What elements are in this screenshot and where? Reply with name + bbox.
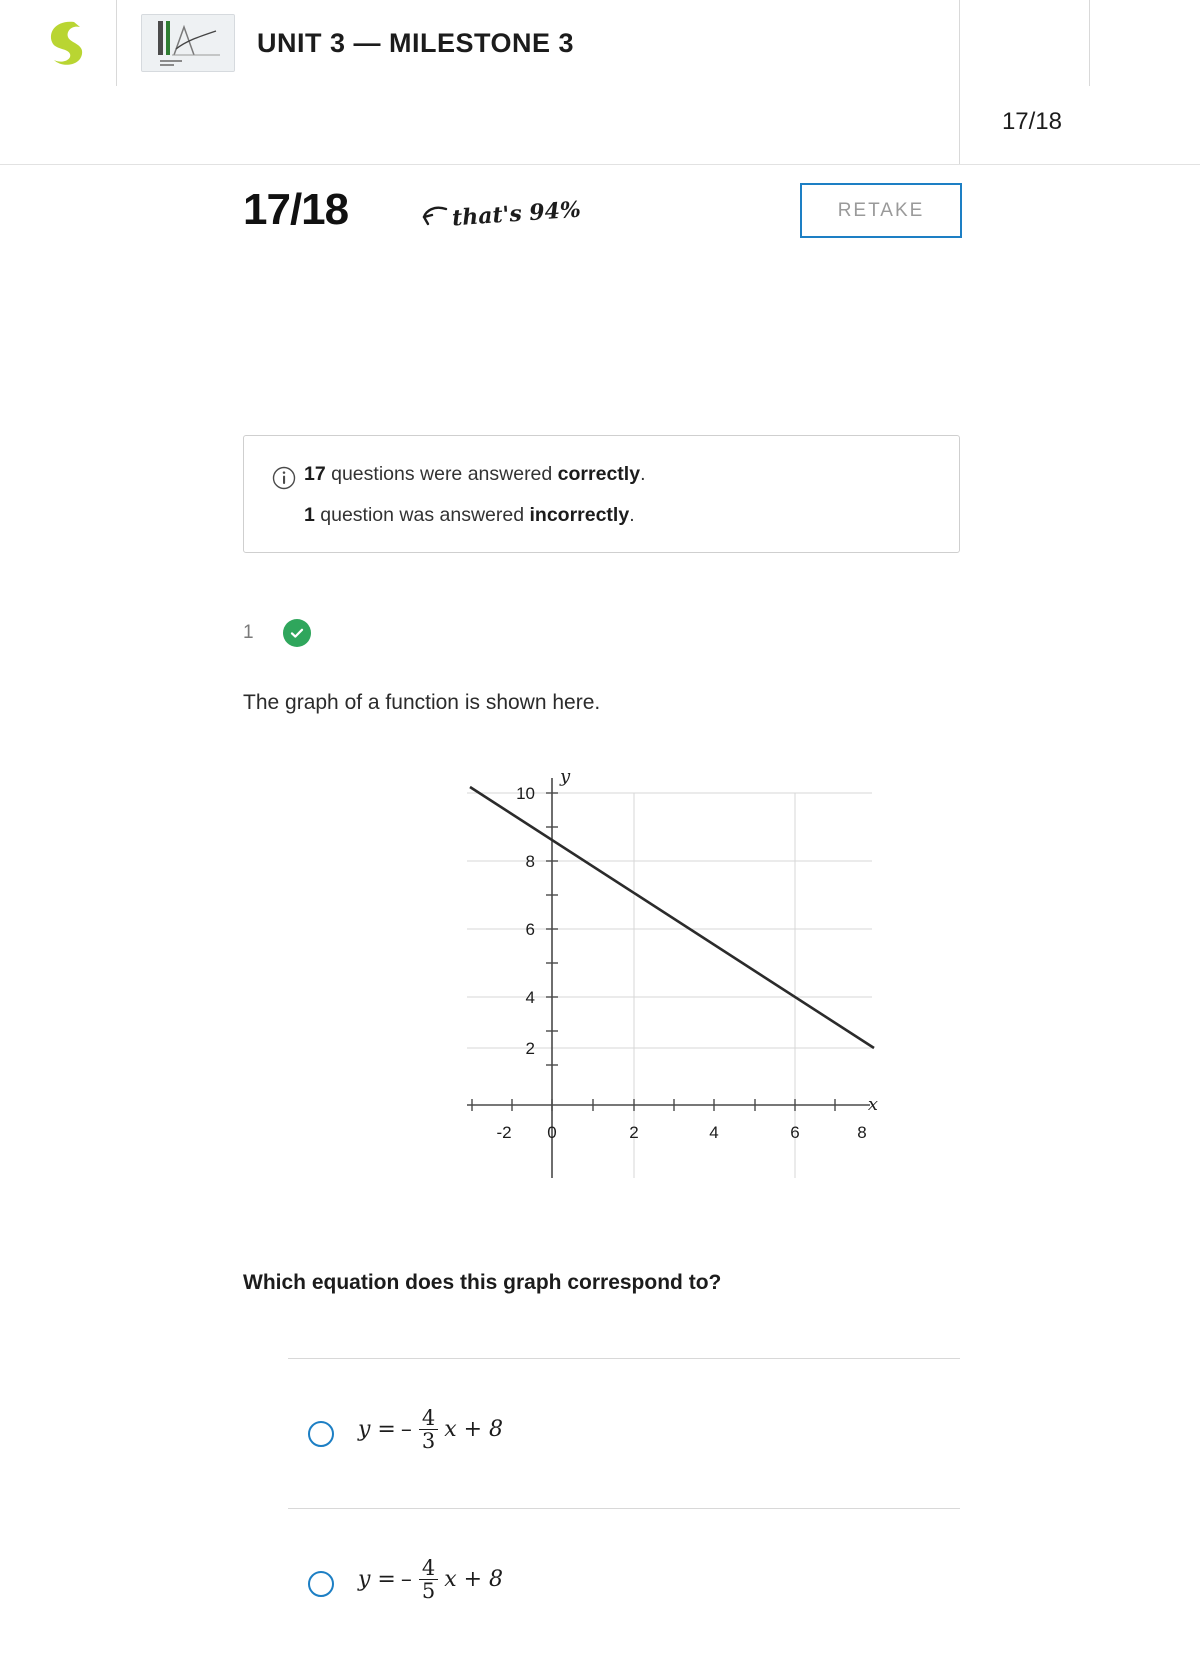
subheader-vertical-divider bbox=[959, 0, 960, 164]
option-1-lhs: y = bbox=[358, 1417, 396, 1443]
handwritten-note: that's 94% bbox=[451, 196, 582, 232]
option-radio-2[interactable] bbox=[308, 1571, 334, 1597]
option-1-tail: x + 8 bbox=[444, 1417, 504, 1443]
info-line1-bold: correctly bbox=[557, 463, 641, 485]
info-circle-icon bbox=[272, 466, 296, 495]
page-title: UNIT 3 — MILESTONE 3 bbox=[257, 27, 575, 58]
option-equation-1 bbox=[358, 1407, 503, 1452]
svg-text:-2: -2 bbox=[495, 1123, 512, 1142]
option-1-denominator: 3 bbox=[419, 1429, 438, 1452]
answer-option-2[interactable] bbox=[288, 1508, 960, 1658]
info-line2-bold: incorrectly bbox=[529, 504, 630, 526]
arrow-curve-icon bbox=[420, 203, 450, 234]
app-header bbox=[0, 0, 1200, 86]
info-line2-end: . bbox=[629, 504, 635, 526]
svg-text:0: 0 bbox=[546, 1123, 557, 1142]
incorrect-count: 1 bbox=[304, 504, 315, 526]
option-2-tail: x + 8 bbox=[444, 1567, 504, 1593]
option-2-sign: – bbox=[400, 1567, 412, 1593]
answer-options bbox=[288, 1358, 960, 1658]
option-equation-2 bbox=[358, 1557, 503, 1602]
option-2-numerator: 4 bbox=[421, 1556, 436, 1580]
option-1-numerator: 4 bbox=[421, 1406, 436, 1430]
option-1-fraction bbox=[419, 1407, 438, 1452]
subheader-bar bbox=[0, 86, 1200, 165]
header-divider bbox=[116, 0, 117, 86]
big-score: 17/18 bbox=[243, 185, 349, 234]
option-1-sign: – bbox=[400, 1417, 412, 1443]
graph-svg bbox=[322, 748, 882, 1178]
svg-text:2: 2 bbox=[525, 1039, 535, 1058]
svg-text:6: 6 bbox=[789, 1123, 800, 1142]
svg-text:4: 4 bbox=[525, 988, 535, 1007]
plotted-line bbox=[470, 787, 874, 1048]
svg-text:8: 8 bbox=[856, 1123, 867, 1142]
svg-text:6: 6 bbox=[525, 920, 535, 939]
score-row bbox=[0, 173, 1200, 269]
question-text: Which equation does this graph correspond to? bbox=[243, 1271, 722, 1294]
check-circle-icon bbox=[283, 619, 311, 647]
option-radio-1[interactable] bbox=[308, 1421, 334, 1447]
retake-button[interactable]: RETAKE bbox=[800, 183, 962, 238]
function-graph bbox=[243, 748, 960, 1218]
svg-text:8: 8 bbox=[525, 852, 535, 871]
question-status-row bbox=[243, 619, 311, 647]
x-axis-label: x bbox=[867, 1094, 878, 1115]
info-line-incorrect bbox=[304, 504, 635, 527]
svg-text:4: 4 bbox=[708, 1123, 719, 1142]
results-content bbox=[0, 173, 1200, 1604]
correct-count: 17 bbox=[304, 463, 326, 485]
info-line1-mid: questions were answered bbox=[325, 463, 558, 485]
sophia-leaf-logo-icon[interactable] bbox=[40, 16, 94, 70]
option-2-fraction bbox=[419, 1557, 438, 1602]
option-2-lhs: y = bbox=[358, 1567, 396, 1593]
info-line1-end: . bbox=[640, 463, 646, 485]
question-number: 1 bbox=[243, 622, 254, 643]
score-badge: 17/18 bbox=[1001, 108, 1062, 135]
option-2-denominator: 5 bbox=[419, 1579, 438, 1602]
answer-option-1[interactable] bbox=[288, 1358, 960, 1508]
info-line2-mid: question was answered bbox=[314, 504, 530, 526]
y-axis-label: y bbox=[559, 766, 570, 787]
svg-text:2: 2 bbox=[628, 1123, 639, 1142]
info-line-correct bbox=[304, 463, 645, 486]
svg-text:10: 10 bbox=[515, 784, 535, 803]
question-prompt: The graph of a function is shown here. bbox=[243, 691, 601, 714]
results-info-box bbox=[243, 435, 960, 553]
course-thumbnail-icon[interactable] bbox=[141, 14, 235, 72]
header-right-divider bbox=[1089, 0, 1090, 86]
